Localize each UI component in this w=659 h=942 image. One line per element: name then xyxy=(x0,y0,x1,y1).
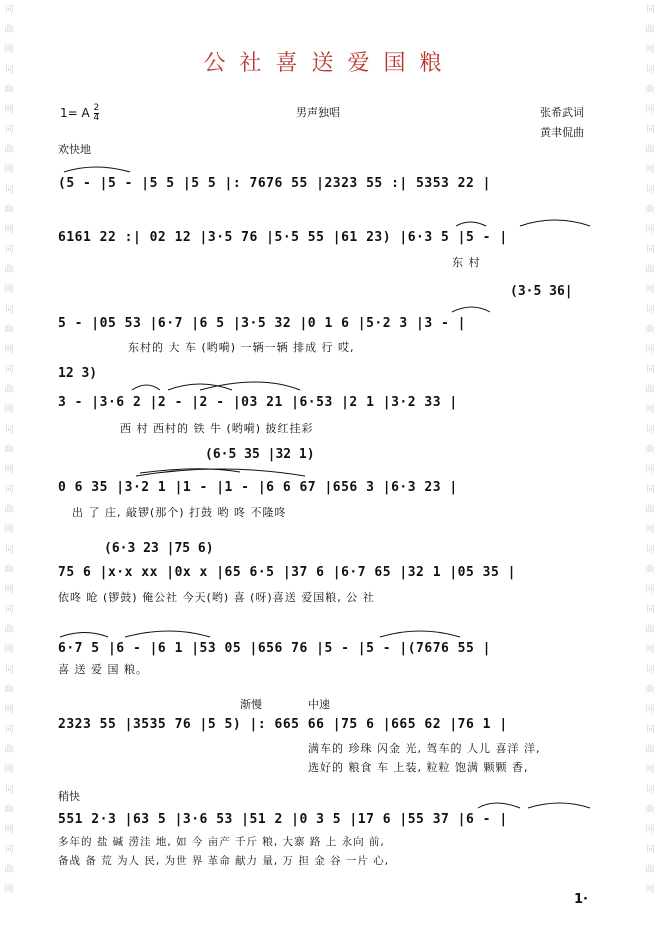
lyrics-line-8-verse-1: 满车的 珍珠 闪金 光, 驾车的 人儿 喜洋 洋, xyxy=(308,742,541,755)
slur xyxy=(528,803,590,808)
watermark-char: 网 xyxy=(645,405,655,415)
page-number: 1· xyxy=(574,892,588,907)
watermark-char: 曲 xyxy=(4,325,14,335)
watermark-char: 网 xyxy=(645,345,655,355)
watermark-char: 词 xyxy=(4,305,14,315)
lyrics-line-2: 东 村 xyxy=(452,256,481,269)
tempo-marking: 欢快地 xyxy=(58,143,91,156)
notation-line-6: 75 6 |x·x xx |0x x |65 6·5 |37 6 |6·7 65 |32 1 |05 35 | xyxy=(58,565,516,580)
slower-marking: 渐慢 xyxy=(240,698,262,711)
watermark-char: 词 xyxy=(645,545,655,555)
watermark-char: 网 xyxy=(4,885,14,895)
watermark-char: 曲 xyxy=(645,205,655,215)
watermark-char: 词 xyxy=(645,665,655,675)
instrumental-prefix-4: 12 3) xyxy=(58,366,98,381)
notation-line-3: 5 - |05 53 |6·7 |6 5 |3·5 32 |0 1 6 |5·2 3 |3 - | xyxy=(58,316,467,331)
watermark-char: 曲 xyxy=(4,805,14,815)
watermark-char: 网 xyxy=(645,105,655,115)
watermark-char: 曲 xyxy=(4,265,14,275)
watermark-char: 网 xyxy=(4,525,14,535)
watermark-char: 词 xyxy=(4,65,14,75)
watermark-char: 词 xyxy=(645,245,655,255)
watermark-char: 网 xyxy=(645,525,655,535)
slur xyxy=(140,469,240,473)
watermark-char: 曲 xyxy=(4,25,14,35)
watermark-char: 曲 xyxy=(645,385,655,395)
watermark-char: 词 xyxy=(4,665,14,675)
watermark-char: 词 xyxy=(645,785,655,795)
watermark-char: 词 xyxy=(4,605,14,615)
slightly-fast-marking: 稍快 xyxy=(58,790,80,803)
watermark-char: 网 xyxy=(4,825,14,835)
notation-line-4: 3 - |3·6 2 |2 - |2 - |03 21 |6·53 |2 1 |3·2 33 | xyxy=(58,395,458,410)
notation-line-1: (5 - |5 - |5 5 |5 5 |: 7676 55 |2323 55 :| 5353 22 | xyxy=(58,176,491,191)
notation-line-2: 6161 22 :| 02 12 |3·5 76 |5·5 55 |61 23) |6·3 5 |5 - | xyxy=(58,230,508,245)
watermark-char: 词 xyxy=(645,65,655,75)
watermark-char: 词 xyxy=(4,425,14,435)
watermark-char: 词 xyxy=(645,305,655,315)
watermark-char: 词 xyxy=(4,785,14,795)
watermark-char: 词 xyxy=(645,605,655,615)
slur xyxy=(125,631,210,637)
watermark-char: 网 xyxy=(4,165,14,175)
watermark-char: 曲 xyxy=(645,25,655,35)
performance-note: 男声独唱 xyxy=(296,106,340,119)
slur xyxy=(132,385,160,390)
watermark-char: 网 xyxy=(4,45,14,55)
lyrics-line-9-verse-2: 备战 备 荒 为人 民, 为世 界 革命 献力 量, 万 担 金 谷 一片 心, xyxy=(58,855,390,867)
watermark-char: 曲 xyxy=(645,145,655,155)
slur xyxy=(380,631,460,637)
watermark-char: 词 xyxy=(4,365,14,375)
watermark-right xyxy=(643,0,657,942)
watermark-char: 词 xyxy=(645,365,655,375)
watermark-char: 曲 xyxy=(4,145,14,155)
time-signature-top: 2 xyxy=(93,103,100,113)
watermark-char: 词 xyxy=(645,485,655,495)
watermark-char: 词 xyxy=(4,5,14,15)
watermark-char: 词 xyxy=(645,125,655,135)
watermark-char: 词 xyxy=(4,125,14,135)
lyrics-line-9-verse-1: 多年的 盐 碱 涝洼 地, 如 今 亩产 千斤 粮, 大寨 路 上 永向 前, xyxy=(58,836,385,848)
watermark-char: 网 xyxy=(4,225,14,235)
slur xyxy=(168,384,232,390)
watermark-char: 网 xyxy=(4,405,14,415)
watermark-char: 网 xyxy=(645,825,655,835)
watermark-char: 词 xyxy=(645,845,655,855)
slur xyxy=(478,803,520,808)
time-signature-bottom: 4 xyxy=(93,113,100,123)
watermark-char: 网 xyxy=(4,705,14,715)
instrumental-prefix-5: (6·5 35 |32 1) xyxy=(205,447,315,462)
watermark-char: 网 xyxy=(645,765,655,775)
watermark-char: 曲 xyxy=(645,625,655,635)
watermark-char: 网 xyxy=(4,465,14,475)
song-title: 公社喜送爱国粮 xyxy=(203,51,456,76)
watermark-char: 曲 xyxy=(4,85,14,95)
watermark-left xyxy=(2,0,16,942)
watermark-char: 网 xyxy=(645,285,655,295)
key-signature: 1= A $\frac{2}{4}$ xyxy=(60,103,100,123)
notation-line-8: 2323 55 |3535 76 |5 5) |: 665 66 |75 6 |665 62 |76 1 | xyxy=(58,717,508,732)
lyricist: 张希武词 xyxy=(540,106,584,119)
watermark-char: 网 xyxy=(645,645,655,655)
notation-line-5: 0 6 35 |3·2 1 |1 - |1 - |6 6 67 |656 3 |6·3 23 | xyxy=(58,480,458,495)
composer: 黄聿侃曲 xyxy=(540,126,584,139)
watermark-char: 网 xyxy=(4,645,14,655)
watermark-char: 曲 xyxy=(4,685,14,695)
medium-tempo-marking: 中速 xyxy=(308,698,330,711)
watermark-char: 曲 xyxy=(645,265,655,275)
slur xyxy=(452,307,490,312)
watermark-char: 曲 xyxy=(4,565,14,575)
lyrics-line-8-verse-2: 选好的 粮食 车 上装, 粒粒 饱满 颗颗 香, xyxy=(308,761,529,774)
watermark-char: 曲 xyxy=(645,865,655,875)
watermark-char: 词 xyxy=(4,845,14,855)
slur xyxy=(200,382,300,390)
watermark-char: 词 xyxy=(4,185,14,195)
watermark-char: 网 xyxy=(645,705,655,715)
watermark-char: 网 xyxy=(645,585,655,595)
watermark-char: 曲 xyxy=(4,625,14,635)
watermark-char: 词 xyxy=(4,485,14,495)
lyrics-line-3: 东村的 大 车 (哟嗬) 一辆一辆 排成 行 哎, xyxy=(128,341,355,354)
watermark-char: 曲 xyxy=(4,865,14,875)
watermark-char: 网 xyxy=(4,765,14,775)
watermark-char: 词 xyxy=(645,185,655,195)
slur xyxy=(64,167,130,172)
watermark-char: 曲 xyxy=(645,685,655,695)
lyrics-line-7: 喜 送 爱 国 粮。 xyxy=(58,663,148,676)
watermark-char: 网 xyxy=(645,225,655,235)
watermark-char: 网 xyxy=(4,285,14,295)
watermark-char: 曲 xyxy=(645,85,655,95)
watermark-char: 曲 xyxy=(4,745,14,755)
watermark-char: 词 xyxy=(645,725,655,735)
watermark-char: 词 xyxy=(4,545,14,555)
watermark-char: 词 xyxy=(4,725,14,735)
watermark-char: 曲 xyxy=(645,805,655,815)
watermark-char: 曲 xyxy=(645,445,655,455)
slur xyxy=(520,220,590,226)
watermark-char: 曲 xyxy=(645,505,655,515)
watermark-char: 词 xyxy=(645,5,655,15)
watermark-char: 曲 xyxy=(4,385,14,395)
lyrics-line-6: 依咚 呛 (锣鼓) 俺公社 今天(哟) 喜 (呀)喜送 爱国粮, 公 社 xyxy=(58,591,375,604)
watermark-char: 曲 xyxy=(4,505,14,515)
watermark-char: 网 xyxy=(4,105,14,115)
watermark-char: 网 xyxy=(4,585,14,595)
slur xyxy=(60,633,108,638)
watermark-char: 词 xyxy=(645,425,655,435)
notation-line-9: 551 2·3 |63 5 |3·6 53 |51 2 |0 3 5 |17 6 |55 37 |6 - | xyxy=(58,812,508,827)
watermark-char: 曲 xyxy=(645,325,655,335)
slur xyxy=(456,222,486,226)
lyrics-line-4: 西 村 西村的 铁 牛 (哟嗬) 披红挂彩 xyxy=(120,422,314,435)
watermark-char: 词 xyxy=(4,245,14,255)
watermark-char: 网 xyxy=(645,885,655,895)
watermark-char: 网 xyxy=(4,345,14,355)
lyrics-line-5: 出 了 庄, 敲锣(那个) 打鼓 哟 咚 不隆咚 xyxy=(72,506,287,519)
watermark-char: 曲 xyxy=(4,205,14,215)
watermark-char: 网 xyxy=(645,165,655,175)
notation-line-7: 6·7 5 |6 - |6 1 |53 05 |656 76 |5 - |5 - |(7676 55 | xyxy=(58,641,491,656)
slur xyxy=(136,469,305,476)
watermark-char: 曲 xyxy=(4,445,14,455)
watermark-char: 曲 xyxy=(645,565,655,575)
instrumental-prefix-3: (3·5 36| xyxy=(510,284,573,299)
watermark-char: 曲 xyxy=(645,745,655,755)
watermark-char: 网 xyxy=(645,45,655,55)
watermark-char: 网 xyxy=(645,465,655,475)
instrumental-prefix-6: (6·3 23 |75 6) xyxy=(104,541,214,556)
